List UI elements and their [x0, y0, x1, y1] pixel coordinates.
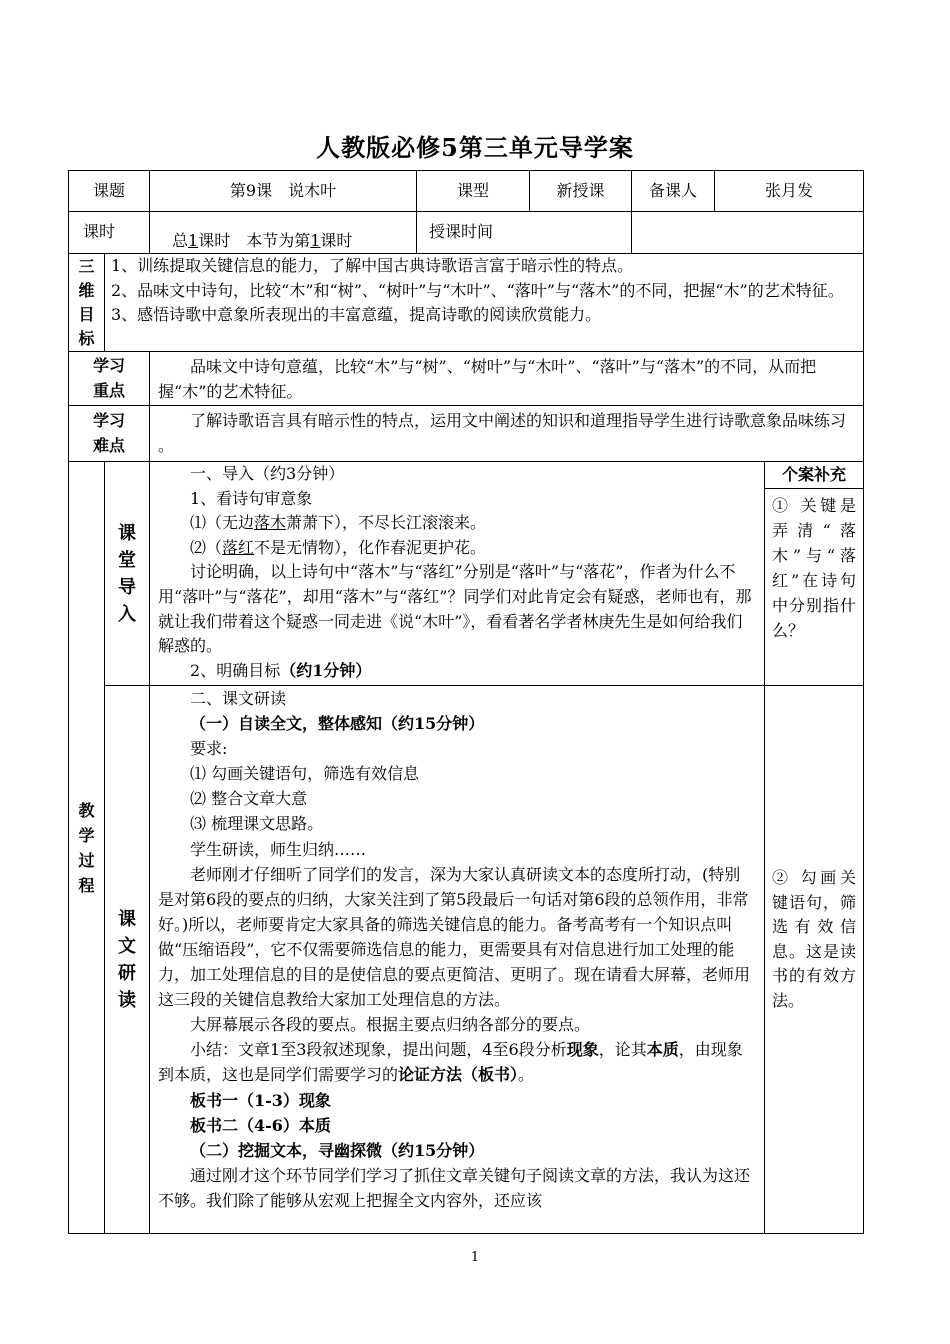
- process-label: 教 学 过 程: [69, 462, 105, 1234]
- preparer-name: 张月发: [715, 171, 864, 212]
- intro-label: 课 堂 导 入: [105, 462, 150, 686]
- intro-side-note: 个案补充 ① 关键是弄清“落木”与“落红”在诗句中分别指什么？: [765, 462, 864, 686]
- period-mid: 课时 本节为第: [198, 230, 311, 250]
- period-label: 课时: [69, 212, 150, 254]
- preparer-label: 备课人: [632, 171, 715, 212]
- topic-label: 课题: [69, 171, 150, 212]
- period-value: [150, 212, 417, 254]
- study-label: 课 文 研 读: [105, 686, 150, 1234]
- time-label: 授课时间: [417, 212, 632, 254]
- study-content: 二、课文研读 （一）自读全文，整体感知（约15分钟） 要求: ⑴ 勾画关键语句，筛选有效信息 ⑵ 整合文章大意 ⑶ 梳理课文思路。 学生研读，师生归纳…… 老师刚才仔细听了同学们的发言，深为大家认真研读文本的态度所打动，(特别是对第6段的要点的归纳，大家关注到了第5段最后一句话对第6段的总领作用，非常好。)所以，老师要肯定大家具备的筛选关键信息的能力。备考高考有一个知识点叫做“压缩语段”，它不仅需要筛选信息的能力，更需要具有对信息进行加工处理的能力，加工处理信息的目的是使信息的要点更简洁、更明了。现在请看大屏幕，老师用这三段的关键信息教给大家加工处理信息的方法。 大屏幕展示各段的要点。根据主要点归纳各部分的要点。 小结：文章1至3段叙述现象，提出问题，4至6段分析现象，论其本质，由现象到本质，这也是同学们需要学习的论证方法（板书）。 板书一（1-3）现象 板书二（4-6）本质 （二）挖掘文本，寻幽探微（约15分钟） 通过刚才这个环节同学们学习了抓住文章关键句子阅读文章的方法，我认为这还不够。我们除了能够从宏观上把握全文内容外，还应该: [150, 686, 765, 1234]
- period-current: 1: [310, 230, 321, 250]
- difficulty-content: 了解诗歌语言具有暗示性的特点，运用文中阐述的知识和道理指导学生进行诗歌意象品味练习 。: [150, 406, 864, 462]
- topic-value: 第9课 说木叶: [150, 171, 417, 212]
- time-value: [632, 212, 864, 254]
- key-label: 学习 重点: [69, 352, 150, 406]
- period-post: 课时: [320, 230, 353, 250]
- study-side-note: ② 勾画关键语句，筛选有效信息。这是读书的有效方法。: [765, 686, 864, 1234]
- type-label: 课型: [417, 171, 530, 212]
- period-pre: 总: [172, 230, 189, 250]
- goals-label: 三 维 目 标: [69, 254, 105, 352]
- key-content: 品味文中诗句意蕴，比较“木”与“树”、“树叶”与“木叶”、“落叶”与“落木”的不同，从而把握“木”的艺术特征。: [150, 352, 864, 406]
- difficulty-label: 学习 难点: [69, 406, 150, 462]
- lesson-plan-table: [68, 170, 864, 1234]
- page-title: 人教版必修5第三单元导学案: [316, 133, 634, 162]
- goals-content: [105, 254, 864, 352]
- side-header: 个案补充: [765, 462, 863, 489]
- poem-line-1: ⑴（无边落木萧萧下），不尽长江滚滚来。: [190, 513, 487, 533]
- page-number: 1: [470, 1250, 480, 1265]
- summary: 小结：文章1至3段叙述现象，提出问题，4至6段分析现象，论其本质，由现象到本质，这也是同学们需要学习的论证方法（板书）。: [158, 1040, 743, 1085]
- goal-item: 2、品味文中诗句，比较“木”和“树”、“树叶”与“木叶”、“落叶”与“落木”的不同，把握“木”的艺术特征。: [111, 280, 844, 300]
- poem-line-2: ⑵（落红不是无情物），化作春泥更护花。: [190, 537, 487, 557]
- goal-item: 1、训练提取关键信息的能力，了解中国古典诗歌语言富于暗示性的特点。: [111, 256, 634, 275]
- goal-item: 3、感悟诗歌中意象所表现出的丰富意蕴，提高诗歌的阅读欣赏能力。: [111, 305, 602, 324]
- intro-content: 一、导入（约3分钟） 1、看诗句审意象 ⑴（无边落木萧萧下），不尽长江滚滚来。 ⑵（落红不是无情物），化作春泥更护花。 讨论明确，以上诗句中“落木”与“落红”分别是“落叶”与“落花”，作者为什么不用“落叶”与“落花”，却用“落木”与“落红”？同学们对此肯定会有疑惑，老师也有，那就让我们带着这个疑惑一同走进《说“木叶”》，看看著名学者林庚先生是如何给我们解惑的。 2、明确目标（约1分钟）: [150, 462, 765, 686]
- intro-heading: 一、导入（约3分钟）: [190, 464, 345, 483]
- period-total: 1: [188, 230, 199, 250]
- type-value: 新授课: [530, 171, 632, 212]
